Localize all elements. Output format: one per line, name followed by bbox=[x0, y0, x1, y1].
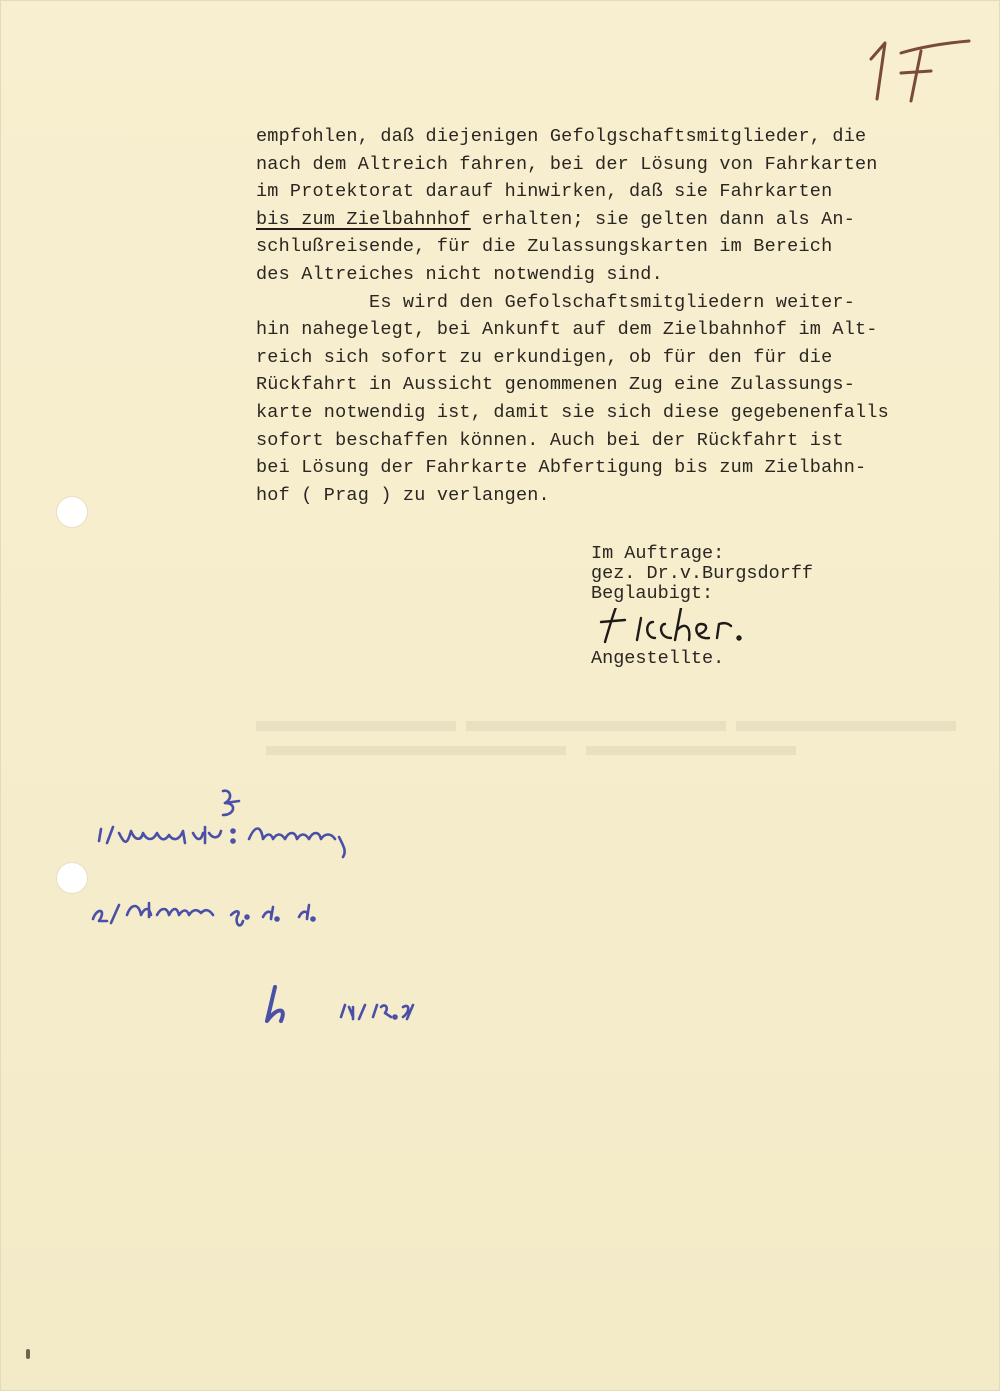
signature-line-signed-by: gez. Dr.v.Burgsdorff bbox=[591, 563, 814, 584]
body-line: schlußreisende, für die Zulassungskarten im Bereich bbox=[256, 236, 833, 258]
signature-block bbox=[591, 543, 814, 669]
underlined-phrase: bis zum Zielbahnhof bbox=[256, 208, 471, 230]
handwritten-annotations bbox=[91, 781, 491, 1041]
body-line: im Protektorat darauf hinwirken, daß sie Fahrkarten bbox=[256, 181, 833, 203]
body-line: Rückfahrt in Aussicht genommenen Zug eine Zulassungs- bbox=[256, 374, 855, 396]
signature-line-auftrage: Im Auftrage: bbox=[591, 543, 725, 564]
signature-title: Angestellte. bbox=[591, 648, 725, 669]
paper-speck bbox=[26, 1349, 30, 1359]
body-line: hin nahegelegt, bei Ankunft auf dem Zielbahnhof im Alt- bbox=[256, 319, 878, 341]
letter-body bbox=[256, 123, 946, 509]
handwritten-signature bbox=[591, 608, 781, 648]
body-line: empfohlen, daß diejenigen Gefolgschaftsmitglieder, die bbox=[256, 126, 867, 147]
body-line: nach dem Altreich fahren, bei der Lösung von Fahrkarten bbox=[256, 153, 878, 175]
body-line: Es wird den Gefolschaftsmitgliedern weiter- bbox=[256, 291, 855, 313]
signature-line-certified: Beglaubigt: bbox=[591, 583, 714, 604]
body-line: sofort beschaffen können. Auch bei der Rückfahrt ist bbox=[256, 429, 844, 451]
bleed-through-text bbox=[256, 701, 976, 781]
body-line: karte notwendig ist, damit sie sich diese gegebenenfalls bbox=[256, 401, 889, 423]
body-line: hof ( Prag ) zu verlangen. bbox=[256, 484, 550, 506]
folio-number bbox=[861, 29, 971, 109]
body-line-with-underline bbox=[256, 206, 946, 234]
body-line-rest: erhalten; sie gelten dann als An- bbox=[470, 208, 855, 230]
body-line: des Altreiches nicht notwendig sind. bbox=[256, 263, 663, 285]
body-line: bei Lösung der Fahrkarte Abfertigung bis zum Zielbahn- bbox=[256, 457, 867, 479]
punch-hole-top bbox=[56, 496, 88, 528]
punch-hole-bottom bbox=[56, 862, 88, 894]
folio-number-handwriting bbox=[861, 29, 971, 109]
body-line: reich sich sofort zu erkundigen, ob für den für die bbox=[256, 346, 833, 368]
